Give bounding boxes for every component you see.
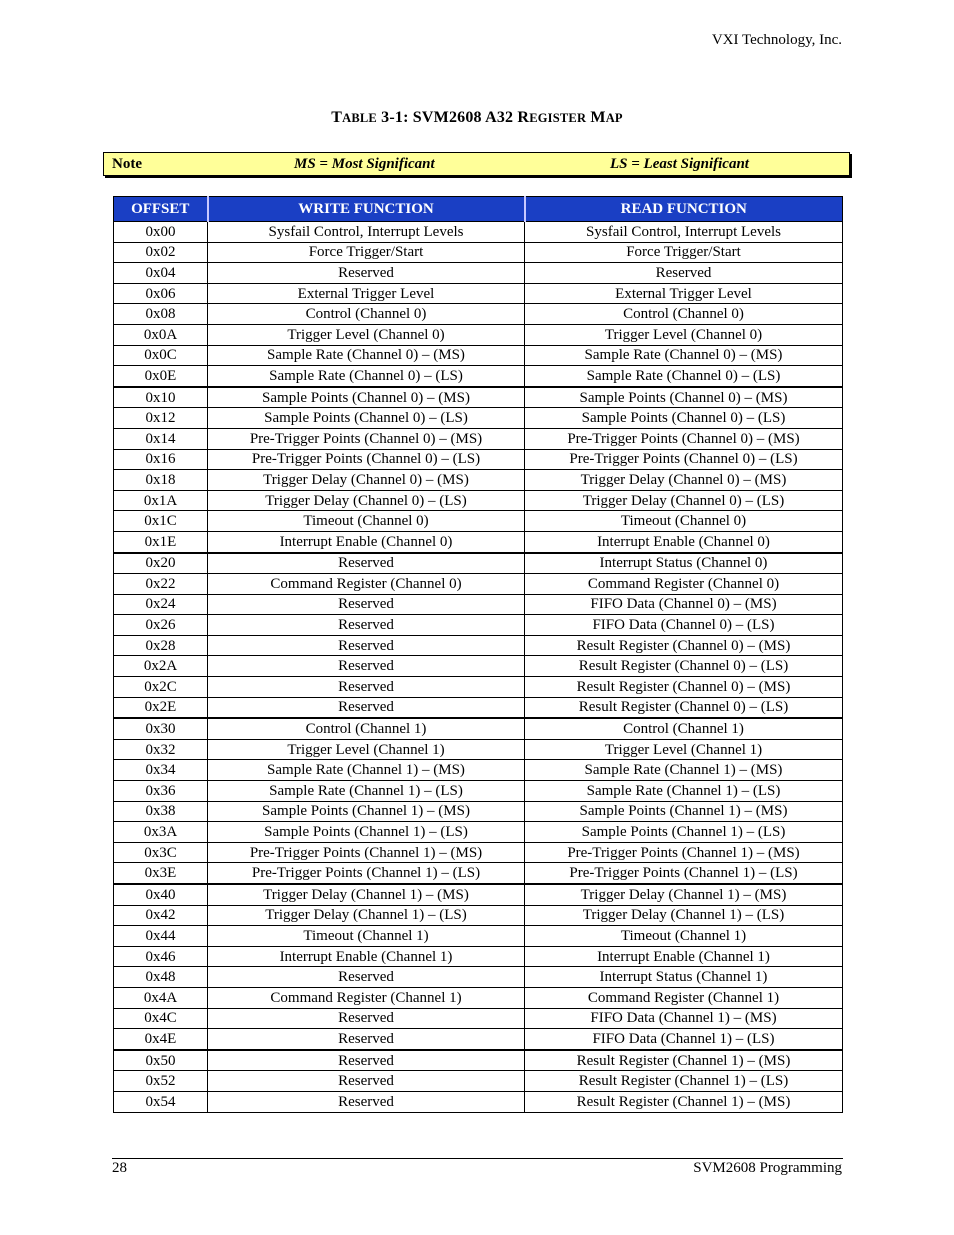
read-function-cell: Trigger Delay (Channel 0) – (MS) (525, 470, 843, 491)
offset-cell: 0x40 (114, 884, 208, 905)
table-row (114, 1091, 843, 1112)
offset-cell: 0x26 (114, 615, 208, 636)
table-row (114, 926, 843, 947)
write-function-cell: Trigger Delay (Channel 1) – (MS) (208, 884, 525, 905)
offset-cell: 0x4A (114, 987, 208, 1008)
note-label: Note (112, 156, 142, 172)
offset-cell: 0x0C (114, 345, 208, 366)
table-row (114, 324, 843, 345)
offset-cell: 0x46 (114, 946, 208, 967)
offset-cell: 0x02 (114, 242, 208, 263)
read-function-cell: Result Register (Channel 0) – (LS) (525, 656, 843, 677)
read-function-cell: Sample Rate (Channel 1) – (LS) (525, 781, 843, 802)
table-row (114, 1071, 843, 1092)
write-function-cell: Pre-Trigger Points (Channel 1) – (LS) (208, 863, 525, 884)
write-function-cell: Trigger Delay (Channel 0) – (MS) (208, 470, 525, 491)
read-function-cell: Timeout (Channel 0) (525, 511, 843, 532)
note-bar (103, 152, 850, 176)
offset-cell: 0x14 (114, 428, 208, 449)
read-function-cell: Pre-Trigger Points (Channel 1) – (MS) (525, 842, 843, 863)
read-function-cell: Interrupt Status (Channel 0) (525, 553, 843, 574)
write-function-cell: Sample Rate (Channel 0) – (MS) (208, 345, 525, 366)
offset-cell: 0x16 (114, 449, 208, 470)
offset-cell: 0x3A (114, 822, 208, 843)
read-function-cell: Trigger Delay (Channel 0) – (LS) (525, 490, 843, 511)
table-row (114, 842, 843, 863)
offset-cell: 0x3C (114, 842, 208, 863)
header-write-function: WRITE FUNCTION (208, 197, 525, 222)
write-function-cell: Sysfail Control, Interrupt Levels (208, 222, 525, 243)
write-function-cell: Control (Channel 1) (208, 718, 525, 739)
note-ls: LS = Least Significant (610, 156, 749, 172)
table-row (114, 905, 843, 926)
write-function-cell: Sample Points (Channel 0) – (MS) (208, 387, 525, 408)
write-function-cell: Sample Points (Channel 0) – (LS) (208, 408, 525, 429)
read-function-cell: Pre-Trigger Points (Channel 0) – (MS) (525, 428, 843, 449)
read-function-cell: Interrupt Enable (Channel 0) (525, 531, 843, 552)
write-function-cell: Pre-Trigger Points (Channel 1) – (MS) (208, 842, 525, 863)
read-function-cell: Sample Points (Channel 1) – (MS) (525, 801, 843, 822)
read-function-cell: FIFO Data (Channel 1) – (MS) (525, 1008, 843, 1029)
write-function-cell: Sample Points (Channel 1) – (LS) (208, 822, 525, 843)
offset-cell: 0x38 (114, 801, 208, 822)
header-offset: OFFSET (114, 197, 208, 222)
offset-cell: 0x34 (114, 760, 208, 781)
write-function-cell: Sample Points (Channel 1) – (MS) (208, 801, 525, 822)
write-function-cell: Reserved (208, 1091, 525, 1112)
write-function-cell: Trigger Level (Channel 1) (208, 739, 525, 760)
write-function-cell: Reserved (208, 615, 525, 636)
title-part: T (331, 109, 343, 126)
write-function-cell: Sample Rate (Channel 1) – (LS) (208, 781, 525, 802)
table-row (114, 242, 843, 263)
write-function-cell: Interrupt Enable (Channel 1) (208, 946, 525, 967)
table-row (114, 594, 843, 615)
offset-cell: 0x04 (114, 263, 208, 284)
offset-cell: 0x18 (114, 470, 208, 491)
footer-rule (112, 1158, 843, 1159)
title-part: ABLE (342, 111, 377, 125)
read-function-cell: Sample Points (Channel 0) – (MS) (525, 387, 843, 408)
header-read-function: READ FUNCTION (525, 197, 843, 222)
offset-cell: 0x2A (114, 656, 208, 677)
table-row (114, 428, 843, 449)
offset-cell: 0x30 (114, 718, 208, 739)
page-number: 28 (112, 1160, 127, 1176)
table-row (114, 470, 843, 491)
write-function-cell: Sample Rate (Channel 1) – (MS) (208, 760, 525, 781)
write-function-cell: Sample Rate (Channel 0) – (LS) (208, 366, 525, 387)
table-row (114, 490, 843, 511)
write-function-cell: Reserved (208, 677, 525, 698)
offset-cell: 0x00 (114, 222, 208, 243)
read-function-cell: Sample Rate (Channel 0) – (LS) (525, 366, 843, 387)
offset-cell: 0x2E (114, 697, 208, 718)
write-function-cell: Reserved (208, 1050, 525, 1071)
read-function-cell: Result Register (Channel 0) – (MS) (525, 677, 843, 698)
table-row (114, 345, 843, 366)
read-function-cell: FIFO Data (Channel 1) – (LS) (525, 1029, 843, 1050)
offset-cell: 0x50 (114, 1050, 208, 1071)
write-function-cell: Reserved (208, 656, 525, 677)
read-function-cell: Trigger Level (Channel 0) (525, 324, 843, 345)
offset-cell: 0x22 (114, 574, 208, 595)
write-function-cell: Control (Channel 0) (208, 304, 525, 325)
offset-cell: 0x12 (114, 408, 208, 429)
table-row (114, 1050, 843, 1071)
table-row (114, 760, 843, 781)
table-row (114, 863, 843, 884)
read-function-cell: Interrupt Status (Channel 1) (525, 967, 843, 988)
read-function-cell: Result Register (Channel 1) – (LS) (525, 1071, 843, 1092)
offset-cell: 0x1C (114, 511, 208, 532)
table-row (114, 366, 843, 387)
title-part: M (586, 109, 606, 126)
table-row (114, 967, 843, 988)
write-function-cell: Timeout (Channel 1) (208, 926, 525, 947)
write-function-cell: Reserved (208, 635, 525, 656)
offset-cell: 0x0E (114, 366, 208, 387)
table-row (114, 987, 843, 1008)
write-function-cell: Force Trigger/Start (208, 242, 525, 263)
table-row (114, 511, 843, 532)
write-function-cell: Reserved (208, 553, 525, 574)
offset-cell: 0x28 (114, 635, 208, 656)
read-function-cell: FIFO Data (Channel 0) – (LS) (525, 615, 843, 636)
offset-cell: 0x52 (114, 1071, 208, 1092)
read-function-cell: Sample Points (Channel 1) – (LS) (525, 822, 843, 843)
table-row (114, 615, 843, 636)
title-part: EGISTER (529, 111, 587, 125)
company-header: VXI Technology, Inc. (711, 32, 842, 48)
table-row (114, 822, 843, 843)
table-row (114, 884, 843, 905)
offset-cell: 0x42 (114, 905, 208, 926)
table-row (114, 222, 843, 243)
read-function-cell: Control (Channel 0) (525, 304, 843, 325)
table-row (114, 946, 843, 967)
table-row (114, 574, 843, 595)
read-function-cell: Result Register (Channel 1) – (MS) (525, 1091, 843, 1112)
offset-cell: 0x20 (114, 553, 208, 574)
write-function-cell: Pre-Trigger Points (Channel 0) – (MS) (208, 428, 525, 449)
write-function-cell: Reserved (208, 1029, 525, 1050)
offset-cell: 0x4E (114, 1029, 208, 1050)
write-function-cell: Reserved (208, 594, 525, 615)
offset-cell: 0x1E (114, 531, 208, 552)
read-function-cell: Result Register (Channel 0) – (MS) (525, 635, 843, 656)
read-function-cell: Sample Points (Channel 0) – (LS) (525, 408, 843, 429)
document-name: SVM2608 Programming (693, 1160, 842, 1176)
table-row (114, 387, 843, 408)
write-function-cell: Reserved (208, 263, 525, 284)
offset-cell: 0x54 (114, 1091, 208, 1112)
read-function-cell: Sample Rate (Channel 0) – (MS) (525, 345, 843, 366)
note-ms: MS = Most Significant (294, 156, 435, 172)
register-map-table (113, 196, 843, 1113)
table-row (114, 408, 843, 429)
table-header-row (114, 197, 843, 222)
offset-cell: 0x48 (114, 967, 208, 988)
read-function-cell: Pre-Trigger Points (Channel 1) – (LS) (525, 863, 843, 884)
read-function-cell: Timeout (Channel 1) (525, 926, 843, 947)
table-row (114, 1008, 843, 1029)
read-function-cell: FIFO Data (Channel 0) – (MS) (525, 594, 843, 615)
table-row (114, 801, 843, 822)
read-function-cell: Trigger Delay (Channel 1) – (LS) (525, 905, 843, 926)
table-row (114, 263, 843, 284)
read-function-cell: Result Register (Channel 0) – (LS) (525, 697, 843, 718)
table-row (114, 283, 843, 304)
read-function-cell: Sample Rate (Channel 1) – (MS) (525, 760, 843, 781)
offset-cell: 0x32 (114, 739, 208, 760)
offset-cell: 0x2C (114, 677, 208, 698)
write-function-cell: Reserved (208, 967, 525, 988)
write-function-cell: Interrupt Enable (Channel 0) (208, 531, 525, 552)
read-function-cell: External Trigger Level (525, 283, 843, 304)
table-row (114, 449, 843, 470)
table-row (114, 531, 843, 552)
read-function-cell: Sysfail Control, Interrupt Levels (525, 222, 843, 243)
write-function-cell: Pre-Trigger Points (Channel 0) – (LS) (208, 449, 525, 470)
offset-cell: 0x06 (114, 283, 208, 304)
read-function-cell: Trigger Delay (Channel 1) – (MS) (525, 884, 843, 905)
write-function-cell: Reserved (208, 1008, 525, 1029)
read-function-cell: Interrupt Enable (Channel 1) (525, 946, 843, 967)
write-function-cell: Trigger Delay (Channel 1) – (LS) (208, 905, 525, 926)
read-function-cell: Pre-Trigger Points (Channel 0) – (LS) (525, 449, 843, 470)
offset-cell: 0x3E (114, 863, 208, 884)
read-function-cell: Command Register (Channel 0) (525, 574, 843, 595)
write-function-cell: Trigger Level (Channel 0) (208, 324, 525, 345)
read-function-cell: Control (Channel 1) (525, 718, 843, 739)
offset-cell: 0x24 (114, 594, 208, 615)
read-function-cell: Result Register (Channel 1) – (MS) (525, 1050, 843, 1071)
write-function-cell: Command Register (Channel 0) (208, 574, 525, 595)
table-row (114, 656, 843, 677)
offset-cell: 0x1A (114, 490, 208, 511)
offset-cell: 0x10 (114, 387, 208, 408)
table-row (114, 781, 843, 802)
offset-cell: 0x44 (114, 926, 208, 947)
table-row (114, 1029, 843, 1050)
offset-cell: 0x4C (114, 1008, 208, 1029)
table-row (114, 304, 843, 325)
offset-cell: 0x0A (114, 324, 208, 345)
table-row (114, 677, 843, 698)
read-function-cell: Force Trigger/Start (525, 242, 843, 263)
table-row (114, 697, 843, 718)
table-row (114, 635, 843, 656)
table-row (114, 718, 843, 739)
read-function-cell: Reserved (525, 263, 843, 284)
write-function-cell: External Trigger Level (208, 283, 525, 304)
write-function-cell: Reserved (208, 1071, 525, 1092)
read-function-cell: Trigger Level (Channel 1) (525, 739, 843, 760)
table-title (0, 109, 954, 127)
write-function-cell: Reserved (208, 697, 525, 718)
table-row (114, 553, 843, 574)
table-row (114, 739, 843, 760)
offset-cell: 0x36 (114, 781, 208, 802)
write-function-cell: Trigger Delay (Channel 0) – (LS) (208, 490, 525, 511)
read-function-cell: Command Register (Channel 1) (525, 987, 843, 1008)
title-part: 3-1: SVM2608 A32 R (376, 109, 530, 126)
write-function-cell: Timeout (Channel 0) (208, 511, 525, 532)
offset-cell: 0x08 (114, 304, 208, 325)
write-function-cell: Command Register (Channel 1) (208, 987, 525, 1008)
title-part: AP (605, 111, 623, 125)
